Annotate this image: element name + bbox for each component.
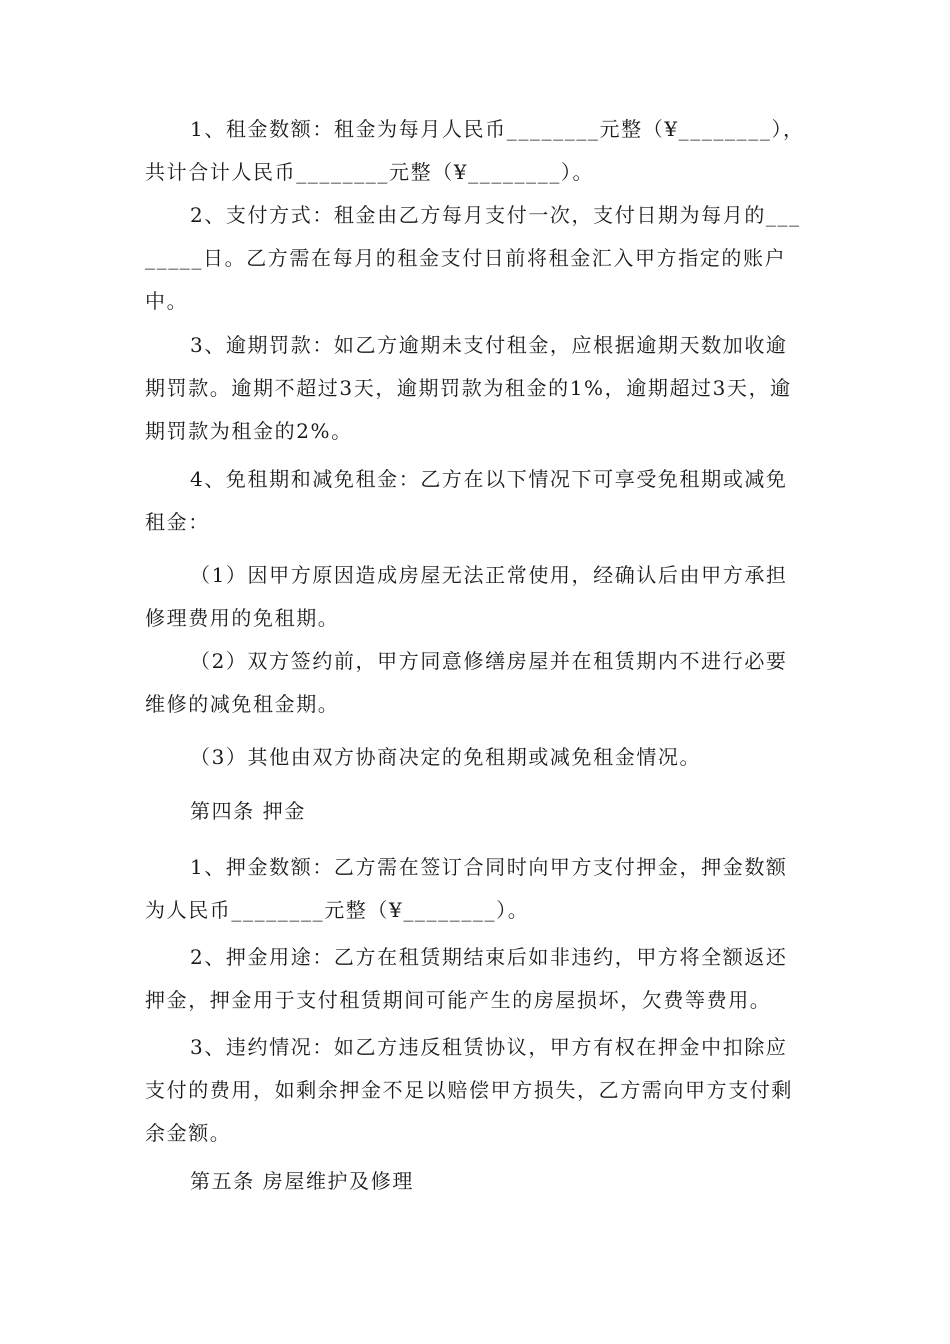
payment-method-paragraph: 2、支付方式：租金由乙方每月支付一次，支付日期为每月的________日。乙方需在每月的租金支付日前将租金汇入甲方指定的账户中。 — [145, 203, 801, 313]
rent-amount-paragraph: 1、租金数额：租金为每月人民币________元整（¥________），共计合计人民币________元整（¥________）。 — [145, 117, 805, 184]
rent-free-item-1: （1）因甲方原因造成房屋无法正常使用，经确认后由甲方承担修理费用的免租期。 — [145, 563, 788, 630]
section-heading-deposit: 第四条 押金 — [190, 799, 306, 823]
deposit-amount-paragraph: 1、押金数额：乙方需在签订合同时向甲方支付押金，押金数额为人民币________元整（¥________）。 — [145, 855, 788, 922]
late-penalty-paragraph: 3、逾期罚款：如乙方逾期未支付租金，应根据逾期天数加收逾期罚款。逾期不超过3天，逾期罚款为租金的1%，逾期超过3天，逾期罚款为租金的2%。 — [145, 333, 792, 443]
section-heading-maintenance: 第五条 房屋维护及修理 — [190, 1169, 414, 1193]
rent-free-paragraph: 4、免租期和减免租金：乙方在以下情况下可享受免租期或减免租金： — [145, 467, 788, 534]
deposit-usage-paragraph: 2、押金用途：乙方在租赁期结束后如非违约，甲方将全额返还押金，押金用于支付租赁期间可能产生的房屋损坏，欠费等费用。 — [145, 945, 788, 1012]
rent-free-item-3: （3）其他由双方协商决定的免租期或减免租金情况。 — [190, 745, 702, 769]
breach-paragraph: 3、违约情况：如乙方违反租赁协议，甲方有权在押金中扣除应支付的费用，如剩余押金不足以赔偿甲方损失，乙方需向甲方支付剩余金额。 — [145, 1035, 793, 1145]
rent-free-item-2: （2）双方签约前，甲方同意修缮房屋并在租赁期内不进行必要维修的减免租金期。 — [145, 649, 788, 716]
